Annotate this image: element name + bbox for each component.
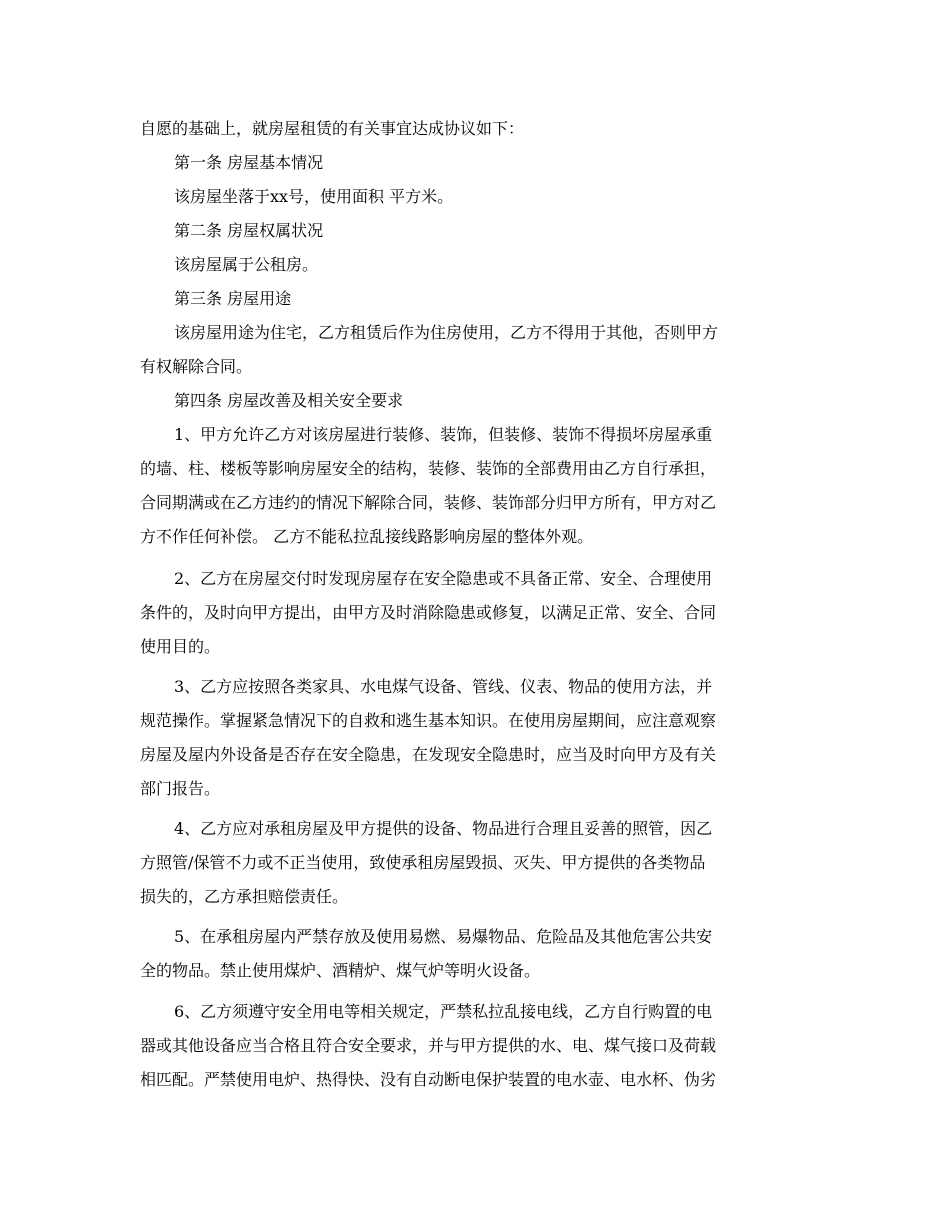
text-line: 4、乙方应对承租房屋及甲方提供的设备、物品进行合理且妥善的照管，因乙 [174, 819, 713, 838]
text-line: 全的物品。禁止使用煤炉、酒精炉、煤气炉等明火设备。 [140, 961, 541, 980]
text-line: 5、在承租房屋内严禁存放及使用易燃、易爆物品、危险品及其他危害公共安 [174, 927, 713, 946]
text-line: 房屋及屋内外设备是否存在安全隐患，在发现安全隐患时，应当及时向甲方及有关 [140, 745, 717, 764]
text-line: 器或其他设备应当合格且符合安全要求，并与甲方提供的水、电、煤气接口及荷载 [140, 1036, 717, 1055]
text-line: 损失的，乙方承担赔偿责任。 [140, 887, 349, 906]
text-line: 6、乙方须遵守安全用电等相关规定，严禁私拉乱接电线，乙方自行购置的电 [174, 1002, 713, 1021]
text-line: 使用目的。 [140, 637, 221, 656]
text-line: 的墙、柱、楼板等影响房屋安全的结构，装修、装饰的全部费用由乙方自行承担， [140, 459, 717, 478]
text-line: 该房屋坐落于xx号，使用面积 平方米。 [174, 187, 454, 206]
article-heading: 第一条 房屋基本情况 [174, 153, 324, 172]
text-line: 3、乙方应按照各类家具、水电煤气设备、管线、仪表、物品的使用方法，并 [174, 677, 713, 696]
text-line: 2、乙方在房屋交付时发现房屋存在安全隐患或不具备正常、安全、合理使用 [174, 569, 713, 588]
text-line: 方照管/保管不力或不正当使用，致使承租房屋毁损、灭失、甲方提供的各类物品 [140, 853, 706, 872]
text-line: 部门报告。 [140, 779, 221, 798]
article-heading: 第四条 房屋改善及相关安全要求 [174, 391, 404, 410]
text-line: 合同期满或在乙方违约的情况下解除合同，装修、装饰部分归甲方所有，甲方对乙 [140, 493, 717, 512]
article-heading: 第三条 房屋用途 [174, 289, 292, 308]
text-line: 1、甲方允许乙方对该房屋进行装修、装饰，但装修、装饰不得损坏房屋承重 [174, 425, 713, 444]
text-line: 规范操作。掌握紧急情况下的自救和逃生基本知识。在使用房屋期间，应注意观察 [140, 711, 717, 730]
text-line: 有权解除合同。 [140, 357, 253, 376]
text-line: 相匹配。严禁使用电炉、热得快、没有自动断电保护装置的电水壶、电水杯、伪劣 [140, 1070, 717, 1089]
text-line: 条件的，及时向甲方提出，由甲方及时消除隐患或修复，以满足正常、安全、合同 [140, 603, 717, 622]
text-line: 该房屋属于公租房。 [174, 255, 319, 274]
text-line: 方不作任何补偿。 乙方不能私拉乱接线路影响房屋的整体外观。 [140, 527, 594, 546]
article-heading: 第二条 房屋权属状况 [174, 221, 324, 240]
text-line: 该房屋用途为住宅，乙方租赁后作为住房使用，乙方不得用于其他，否则甲方 [174, 323, 719, 342]
text-line: 自愿的基础上，就房屋租赁的有关事宜达成协议如下： [140, 119, 525, 138]
